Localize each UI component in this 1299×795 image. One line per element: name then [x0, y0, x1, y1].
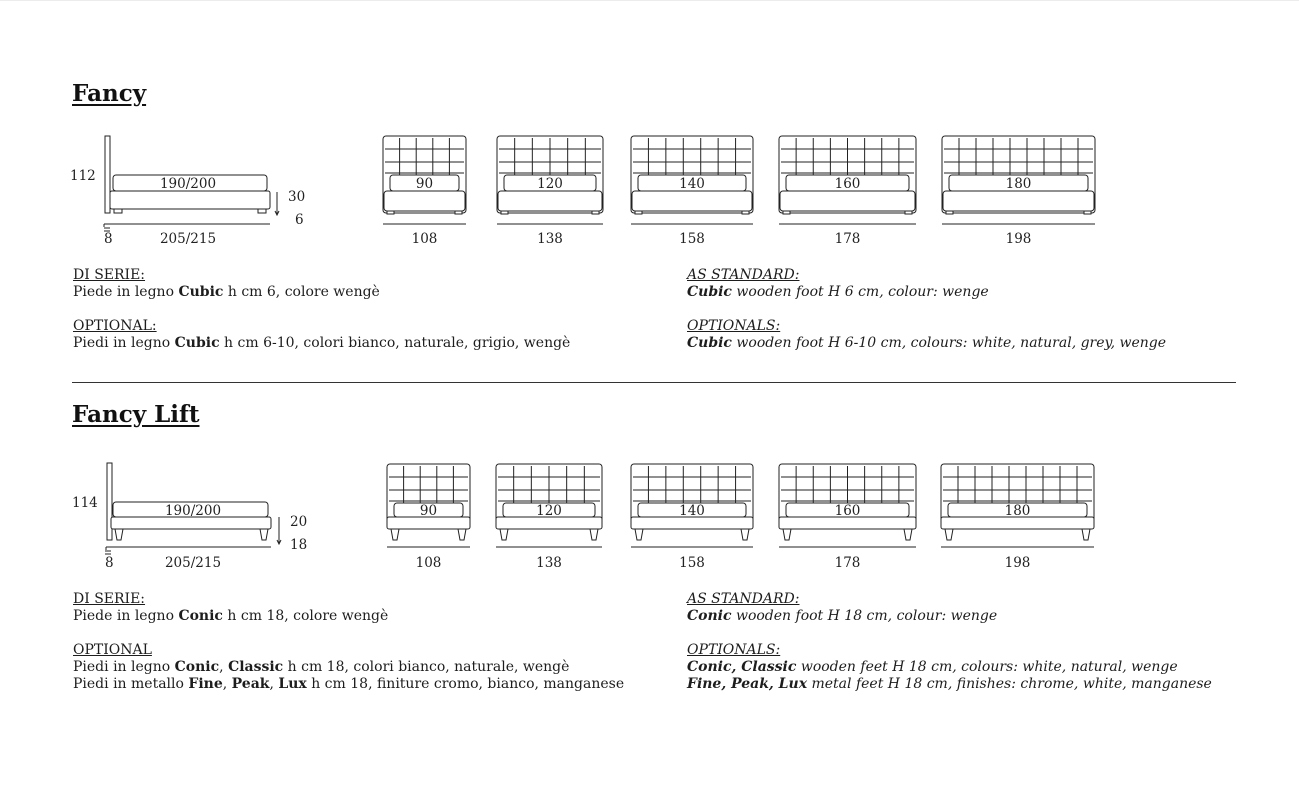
front-view-160: [779, 464, 916, 571]
optional-heading: OPTIONAL: [73, 642, 152, 658]
front-width-label: 198: [1004, 555, 1031, 571]
front-size-label: 160: [834, 503, 861, 519]
front-size-label: 120: [536, 503, 562, 519]
standard-lines: [687, 608, 1227, 625]
fancy-drawing-canvas: [0, 130, 1299, 280]
front-size-label: 90: [415, 176, 434, 192]
note-line: Piedi in legno Conic, Classic h cm 18, colori bianco, naturale, wengè: [73, 659, 570, 675]
optional-lines: [687, 335, 1227, 352]
front-width-label: 108: [411, 231, 438, 247]
side-frame-height-label: 20: [290, 514, 308, 530]
note-line: Piede in legno Conic h cm 18, colore wengè: [73, 608, 389, 624]
front-view-140: [631, 136, 753, 247]
note-line: Piedi in legno Cubic h cm 6-10, colori bianco, naturale, grigio, wengè: [73, 335, 571, 351]
optional-heading: OPTIONALS:: [687, 642, 781, 658]
front-width-label: 198: [1005, 231, 1032, 247]
top-border: [0, 0, 1299, 1]
side-headboard-width-label: 8: [104, 231, 113, 247]
front-width-label: 178: [834, 555, 861, 571]
side-height-label: 112: [70, 168, 96, 184]
section-title-fancy: Fancy: [72, 80, 147, 107]
section-title-fancy-lift: Fancy Lift: [72, 401, 200, 428]
front-width-label: 138: [536, 555, 562, 571]
fancy-drawings: [0, 130, 1299, 280]
optional-lines: [687, 659, 1227, 693]
standard-heading: AS STANDARD:: [687, 267, 800, 283]
side-headboard-width-label: 8: [105, 555, 114, 571]
side-length-label: 205/215: [159, 231, 217, 247]
note-line: Cubic wooden foot H 6 cm, colour: wenge: [687, 284, 989, 300]
side-foot-height-label: 6: [295, 212, 304, 228]
side-length-label: 205/215: [164, 555, 222, 571]
side-foot-height-label: 18: [290, 537, 308, 553]
front-view-120: [496, 464, 602, 571]
optional-lines: [73, 659, 625, 693]
front-size-label: 140: [679, 176, 705, 192]
note-line: Cubic wooden foot H 6-10 cm, colours: white, natural, grey, wenge: [687, 335, 1167, 351]
front-view-120: [497, 136, 603, 247]
fancy-lift-italian-notes: [73, 591, 625, 693]
optional-heading: OPTIONALS:: [687, 318, 781, 334]
standard-lines: [73, 284, 613, 301]
fancy-english-notes: [687, 267, 1227, 352]
note-line: Conic, Classic wooden feet H 18 cm, colours: white, natural, wenge: [687, 659, 1178, 675]
note-line: Fine, Peak, Lux metal feet H 18 cm, finishes: chrome, white, manganese: [687, 676, 1212, 692]
front-size-label: 180: [1004, 503, 1031, 519]
front-width-label: 178: [834, 231, 861, 247]
side-height-label: 114: [72, 495, 98, 511]
section-divider: [72, 382, 1236, 383]
side-mattress-label: 190/200: [164, 503, 222, 519]
note-line: Conic wooden foot H 18 cm, colour: wenge: [687, 608, 998, 624]
fancy-lift-drawings: [0, 455, 1299, 605]
front-view-140: [631, 464, 753, 571]
standard-lines: [73, 608, 613, 625]
front-view-180: [942, 136, 1095, 247]
side-frame-height-label: 30: [288, 189, 306, 205]
front-view-90: [383, 136, 466, 247]
front-size-label: 160: [834, 176, 861, 192]
front-size-label: 140: [679, 503, 705, 519]
front-width-label: 158: [679, 555, 705, 571]
front-size-label: 180: [1005, 176, 1032, 192]
standard-lines: [687, 284, 1227, 301]
side-mattress-label: 190/200: [159, 176, 217, 192]
note-line: Piede in legno Cubic h cm 6, colore wengè: [73, 284, 380, 300]
optional-lines: [73, 335, 613, 352]
fancy-lift-drawing-canvas: [0, 455, 1299, 605]
standard-heading: DI SERIE:: [73, 591, 146, 607]
optional-heading: OPTIONAL:: [73, 318, 157, 334]
standard-heading: AS STANDARD:: [687, 591, 800, 607]
front-view-180: [941, 464, 1094, 571]
fancy-italian-notes: [73, 267, 613, 352]
fancy-lift-english-notes: [687, 591, 1227, 693]
front-width-label: 138: [537, 231, 563, 247]
standard-heading: DI SERIE:: [73, 267, 146, 283]
front-view-90: [387, 464, 470, 571]
front-size-label: 90: [419, 503, 438, 519]
front-size-label: 120: [537, 176, 563, 192]
note-line: Piedi in metallo Fine, Peak, Lux h cm 18, finiture cromo, bianco, manganese: [73, 676, 625, 692]
front-view-160: [779, 136, 916, 247]
front-width-label: 108: [415, 555, 442, 571]
front-width-label: 158: [679, 231, 705, 247]
